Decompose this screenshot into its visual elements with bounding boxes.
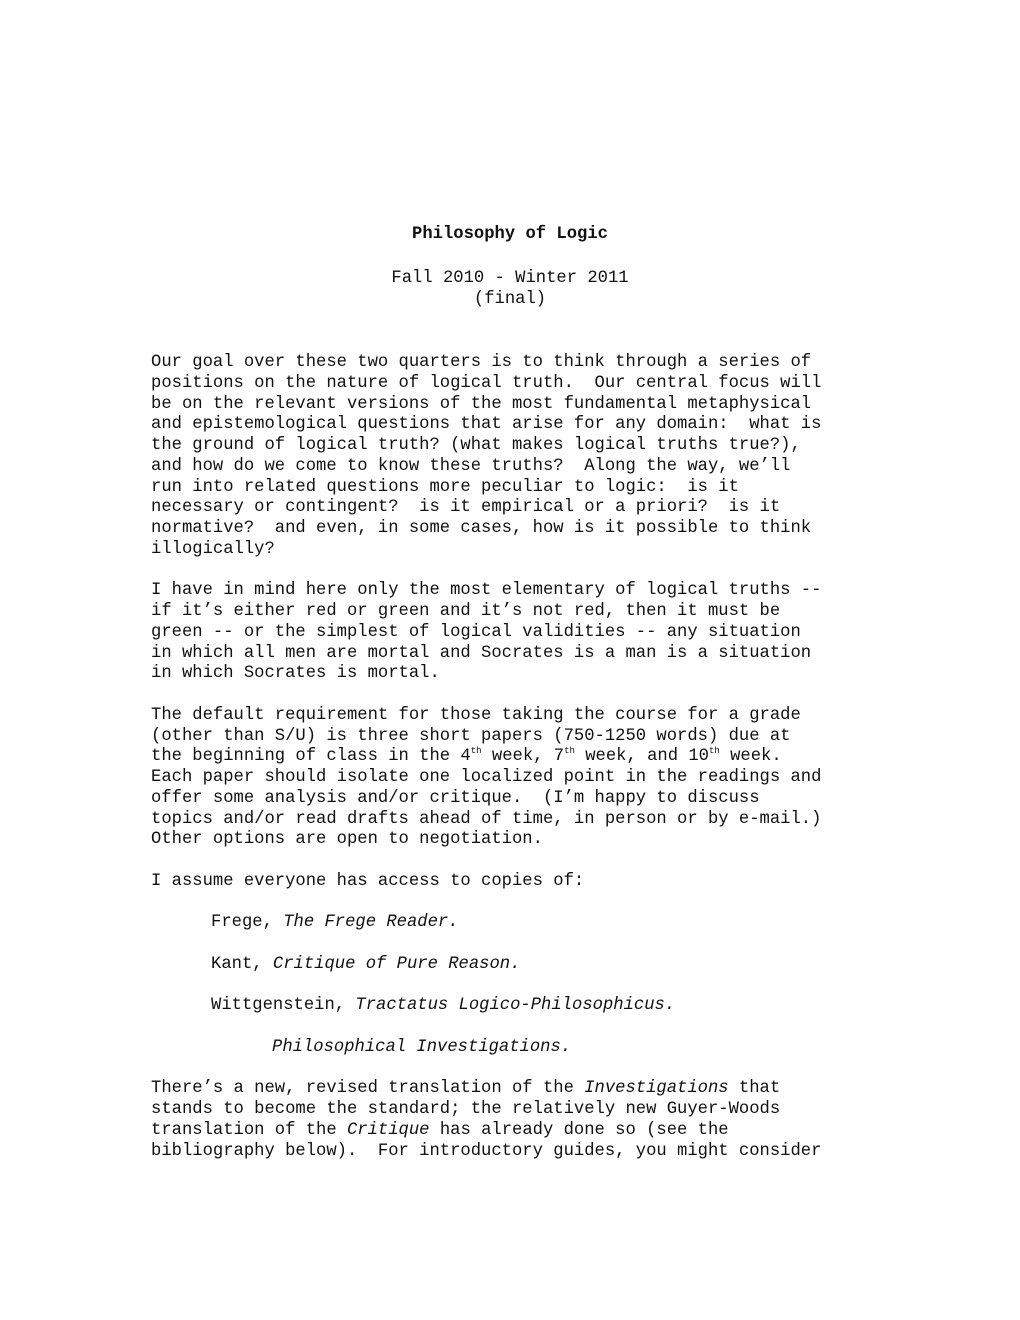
reading-item <box>151 913 891 934</box>
ordinal-suffix: th <box>470 746 482 757</box>
text-line: offer some analysis and/or critique. (I’m happy to discuss <box>151 788 760 808</box>
text-line: run into related questions more peculiar to logic: is it <box>151 477 739 497</box>
text-line: Our goal over these two quarters is to think through a series of <box>151 353 812 372</box>
text-line: in which all men are mortal and Socrates is a man is a situation <box>151 643 812 663</box>
text-line: translation of the Critique has already done so (see the <box>151 1120 729 1140</box>
text-line: and epistemological questions that arise for any domain: what is <box>151 415 822 435</box>
reading-title: Critique of Pure Reason. <box>272 954 521 974</box>
reading-author: Frege, <box>211 913 284 933</box>
text-line: stands to become the standard; the relatively new Guyer-Woods <box>151 1100 781 1119</box>
reading-author: Wittgenstein, <box>211 996 356 1016</box>
status-label: (final) <box>473 289 547 309</box>
reading-item <box>151 996 891 1017</box>
paragraph-examples <box>151 581 891 685</box>
document-subtitle <box>0 269 1020 311</box>
text-line: positions on the nature of logical truth. Our central focus will <box>151 373 822 393</box>
text-line: There’s a new, revised translation of the Investigations that <box>151 1079 781 1099</box>
text-line: the ground of logical truth? (what makes logical truths true?), <box>151 436 801 455</box>
paragraph-texts-intro <box>151 872 891 893</box>
ordinal-suffix: th <box>708 746 720 757</box>
text-line: bibliography below). For introductory guides, you might consider <box>151 1141 822 1161</box>
italic-title: Investigations <box>584 1079 729 1099</box>
text-line: in which Socrates is mortal. <box>151 664 440 684</box>
text-line: I have in mind here only the most elementary of logical truths -- <box>151 581 822 601</box>
text-line: illogically? <box>151 539 275 559</box>
paragraph-requirements <box>151 706 891 851</box>
reading-item <box>151 1038 891 1059</box>
text-line: I assume everyone has access to copies of: <box>151 871 585 891</box>
reading-title: The Frege Reader. <box>283 913 459 933</box>
text-line: Each paper should isolate one localized point in the readings and <box>151 768 822 787</box>
text-line: and how do we come to know these truths? Along the way, we’ll <box>151 456 791 476</box>
text-line: (other than S/U) is three short papers (750-1250 words) due at <box>151 726 791 746</box>
reading-item <box>151 955 891 976</box>
italic-title: Critique <box>346 1120 430 1140</box>
reading-author: Kant, <box>211 954 273 974</box>
reading-title: Tractatus Logico-Philosophicus. <box>355 996 676 1016</box>
text-line: normative? and even, in some cases, how is it possible to think <box>151 519 812 538</box>
text-line: topics and/or read drafts ahead of time, in person or by e-mail.) <box>151 809 822 829</box>
text-line: be on the relevant versions of the most fundamental metaphysical <box>151 394 812 414</box>
text-line: Other options are open to negotiation. <box>151 830 543 850</box>
paragraph-goals <box>151 353 891 561</box>
text-line: green -- or the simplest of logical validities -- any situation <box>151 622 801 642</box>
ordinal-suffix: th <box>564 746 575 757</box>
document-title: Philosophy of Logic <box>412 225 608 244</box>
text-line: The default requirement for those taking the course for a grade <box>151 705 801 725</box>
paragraph-translations <box>151 1079 891 1162</box>
document-body <box>151 353 891 1183</box>
text-line: necessary or contingent? is it empirical or a priori? is it <box>151 498 781 518</box>
term-label: Fall 2010 - Winter 2011 <box>391 269 629 288</box>
text-line-weeks: the beginning of class in the 4th week, 7th week, and 10th week. <box>151 746 782 767</box>
text-line: if it’s either red or green and it’s not red, then it must be <box>151 602 781 621</box>
reading-title: Philosophical Investigations. <box>272 1037 572 1057</box>
